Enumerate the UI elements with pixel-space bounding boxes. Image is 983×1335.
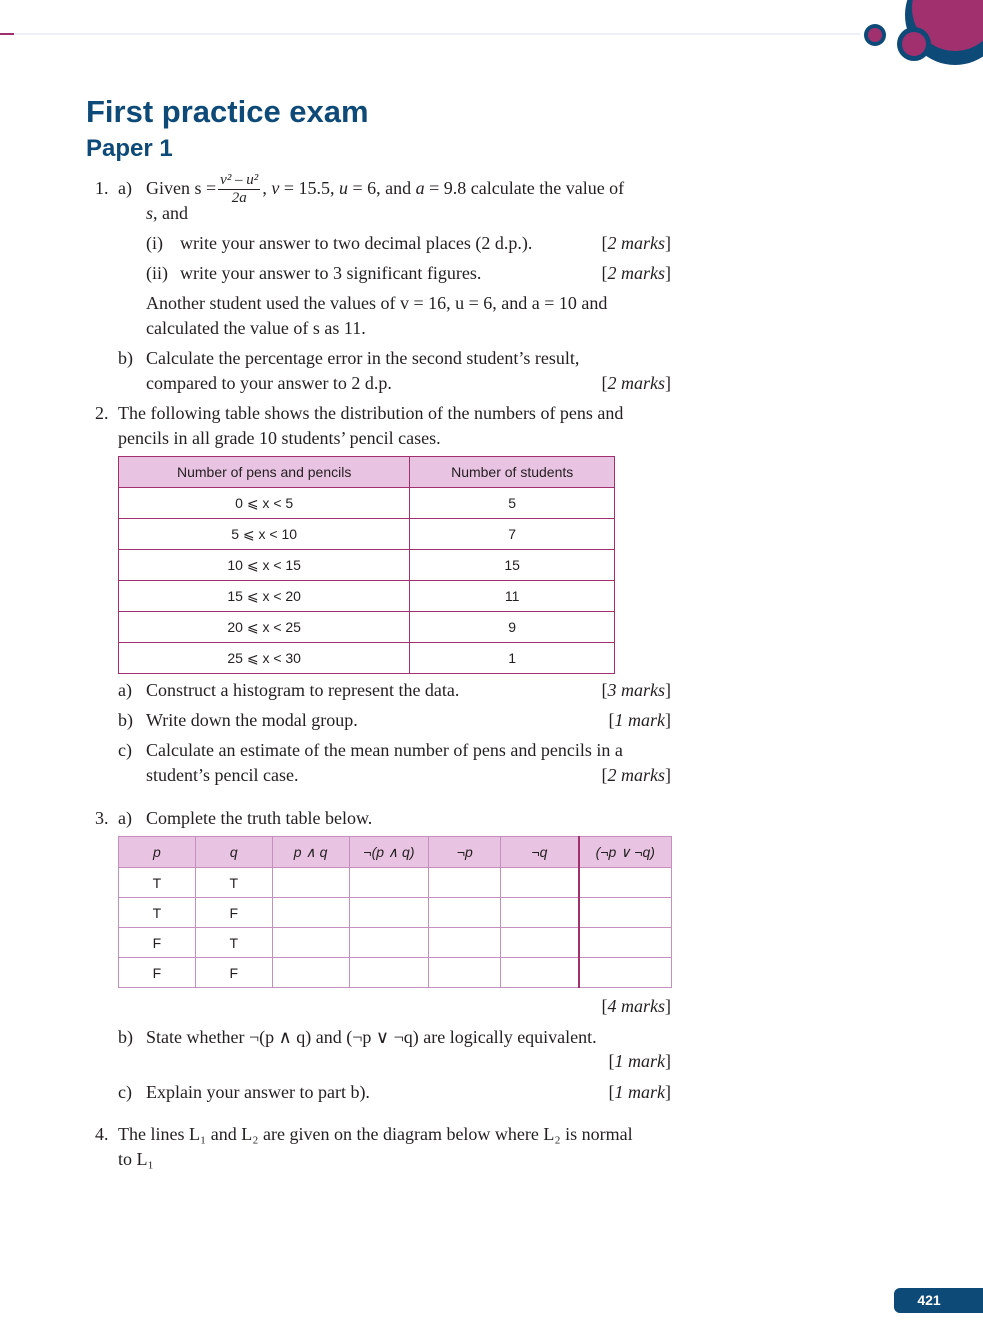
table-cell: 10 ⩽ x < 15 (119, 550, 410, 581)
page-number: 421 (917, 1292, 941, 1308)
header-rule (0, 33, 860, 35)
q2c-line2: student’s pencil case. (146, 765, 299, 785)
q2b-label: b) (118, 710, 133, 730)
table-row (119, 898, 672, 928)
q1-another-line1: Another student used the values of v = 16, u = 6, and a = 10 and (146, 293, 608, 313)
table-cell: 20 ⩽ x < 25 (119, 612, 410, 643)
decorative-circles-icon (850, 0, 983, 70)
q1a-line2: s, and (146, 203, 189, 223)
q1a-label: a) (118, 178, 132, 198)
q1b-line2: compared to your answer to 2 d.p. (146, 373, 392, 393)
table-header: ¬q (501, 837, 579, 868)
q4-line1: The lines L₁ and L₂ are given on the diagram below where L₂ is normal (118, 1124, 633, 1144)
q2-line1: The following table shows the distribution of the numbers of pens and (118, 403, 624, 423)
q1-ii-text: write your answer to 3 significant figures. (180, 263, 482, 283)
q2a-label: a) (118, 680, 132, 700)
table-cell: 7 (410, 519, 615, 550)
q1a-line1: Given s = $\frac{\text{v² – u²}}{2a}$ , v = 15.5, u = 6, and a = 9.8 calculate the value of (146, 172, 625, 207)
table-header: q (195, 837, 272, 868)
q1-ii-marks: [2 marks] (601, 263, 671, 283)
table-cell: F (195, 958, 272, 988)
header-rule-mark (0, 33, 14, 35)
table-row (119, 581, 615, 612)
table-header-row (119, 457, 615, 488)
table-cell: T (119, 868, 196, 898)
answer-cell (349, 868, 429, 898)
q1b-marks: [2 marks] (601, 373, 671, 393)
q3-number: 3. (95, 808, 109, 828)
table-header: p (119, 837, 196, 868)
answer-cell (272, 898, 349, 928)
table-cell: 15 (410, 550, 615, 581)
q1b-label: b) (118, 348, 133, 368)
q1-number: 1. (95, 178, 109, 198)
q3a-text: Complete the truth table below. (146, 808, 373, 828)
table-cell: 25 ⩽ x < 30 (119, 643, 410, 674)
q3c-marks: [1 mark] (608, 1082, 671, 1102)
table-header: Number of pens and pencils (119, 457, 410, 488)
answer-cell (501, 868, 579, 898)
q1b-line1: Calculate the percentage error in the second student’s result, (146, 348, 580, 368)
table-header: ¬(p ∧ q) (349, 837, 429, 868)
table-cell: 5 ⩽ x < 10 (119, 519, 410, 550)
table-cell: T (119, 898, 196, 928)
table-cell: F (119, 958, 196, 988)
table-cell: T (195, 868, 272, 898)
table-cell: 9 (410, 612, 615, 643)
q3a-marks: [4 marks] (601, 996, 671, 1016)
table-cell: F (195, 898, 272, 928)
answer-cell (579, 958, 672, 988)
answer-cell (272, 868, 349, 898)
table-row (119, 958, 672, 988)
q3c-label: c) (118, 1082, 132, 1102)
q2c-label: c) (118, 740, 132, 760)
answer-cell (429, 898, 501, 928)
table-row (119, 519, 615, 550)
table-cell: F (119, 928, 196, 958)
table-row (119, 868, 672, 898)
table-cell: 0 ⩽ x < 5 (119, 488, 410, 519)
q3b-marks: [1 mark] (608, 1051, 671, 1071)
answer-cell (429, 928, 501, 958)
answer-cell (272, 928, 349, 958)
truth-table (118, 836, 672, 988)
table-cell: 5 (410, 488, 615, 519)
q2c-line1: Calculate an estimate of the mean number of pens and pencils in a (146, 740, 623, 760)
q2a-text: Construct a histogram to represent the data. (146, 680, 460, 700)
q1-another-line2: calculated the value of s as 11. (146, 318, 366, 338)
q1-i-marks: [2 marks] (601, 233, 671, 253)
answer-cell (501, 898, 579, 928)
answer-cell (272, 958, 349, 988)
answer-cell (579, 898, 672, 928)
q2a-marks: [3 marks] (601, 680, 671, 700)
table-row (119, 612, 615, 643)
q3b-label: b) (118, 1027, 133, 1047)
q2b-marks: [1 mark] (608, 710, 671, 730)
q3b-text: State whether ¬(p ∧ q) and (¬p ∨ ¬q) are logically equivalent. (146, 1027, 597, 1047)
answer-cell (429, 868, 501, 898)
table-row (119, 550, 615, 581)
table-header-row (119, 837, 672, 868)
answer-cell (579, 868, 672, 898)
table-header: Number of students (410, 457, 615, 488)
table-header: p ∧ q (272, 837, 349, 868)
answer-cell (349, 958, 429, 988)
q4-line2: to L₁ (118, 1149, 154, 1169)
answer-cell (501, 928, 579, 958)
answer-cell (349, 898, 429, 928)
table-cell: 11 (410, 581, 615, 612)
table-row (119, 488, 615, 519)
distribution-table (118, 456, 615, 674)
table-header: ¬p (429, 837, 501, 868)
q2-line2: pencils in all grade 10 students’ pencil cases. (118, 428, 441, 448)
paper-subtitle: Paper 1 (86, 135, 173, 162)
answer-cell (501, 958, 579, 988)
table-cell: T (195, 928, 272, 958)
q1-i-label: (i) (146, 233, 163, 253)
table-header: (¬p ∨ ¬q) (579, 837, 672, 868)
q3c-text: Explain your answer to part b). (146, 1082, 370, 1102)
q4-number: 4. (95, 1124, 109, 1144)
fraction: $\frac{\text{v² – u²}}{2a}$ (220, 172, 259, 207)
q1-i-text: write your answer to two decimal places (2 d.p.). (180, 233, 533, 253)
q1-ii-label: (ii) (146, 263, 168, 283)
q3a-label: a) (118, 808, 132, 828)
q2b-text: Write down the modal group. (146, 710, 358, 730)
table-cell: 1 (410, 643, 615, 674)
table-row (119, 928, 672, 958)
page-title: First practice exam (86, 94, 369, 129)
answer-cell (349, 928, 429, 958)
q2c-marks: [2 marks] (601, 765, 671, 785)
answer-cell (579, 928, 672, 958)
q2-number: 2. (95, 403, 109, 423)
answer-cell (429, 958, 501, 988)
table-row (119, 643, 615, 674)
table-cell: 15 ⩽ x < 20 (119, 581, 410, 612)
